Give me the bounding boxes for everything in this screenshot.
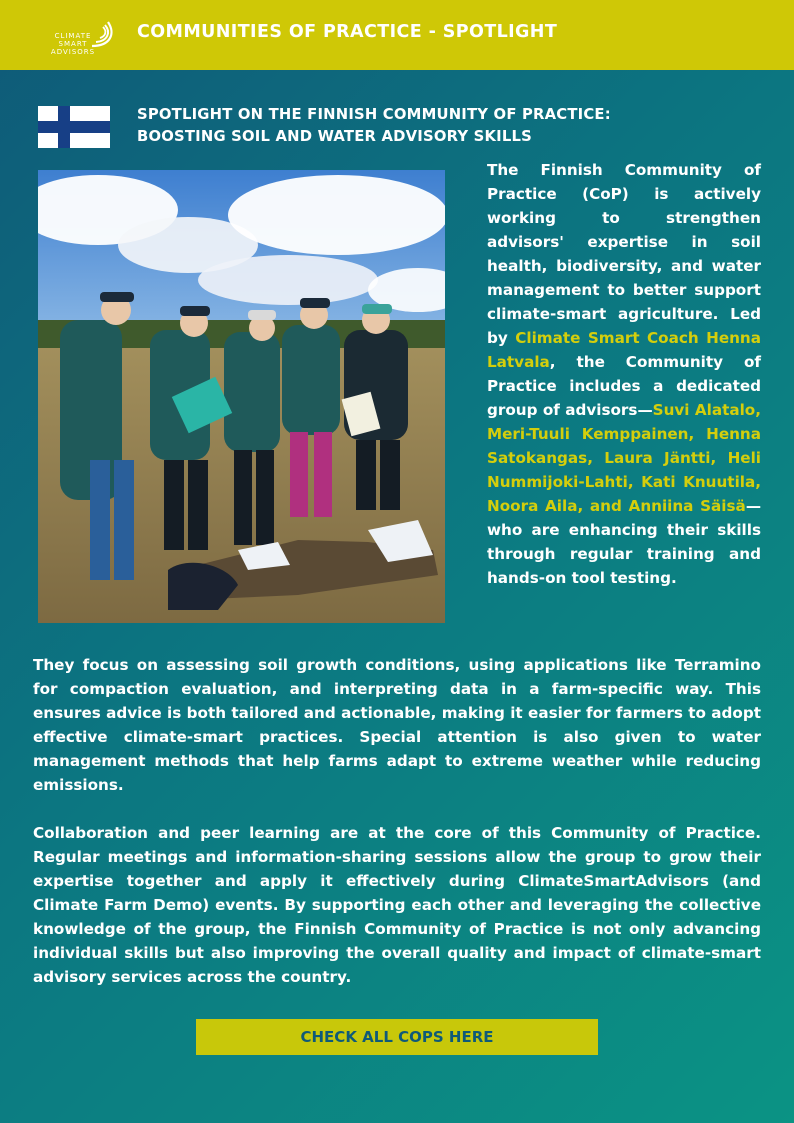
logo-text: CLIMATE SMART ADVISORS (50, 32, 96, 56)
group-photo (38, 170, 445, 623)
headline-line-2: BOOSTING SOIL AND WATER ADVISORY SKILLS (137, 128, 532, 145)
logo-swirl-icon (88, 16, 118, 54)
paragraph-collaboration: Collaboration and peer learning are at the core of this Community of Practice. Regular meetings and information-sharing sessions allow the group to grow their expertise together and apply it effectively during ClimateSmartAdvisors (and Climate Farm Demo) events. By supporting each other and leveraging the collective knowledge of the group, the Finnish Community of Practice is not only advancing individual skills but also improving the overall quality and impact of climate-smart advisory services across the country. (33, 824, 761, 986)
coach-name-highlight: Climate Smart Coach Henna Latvala (487, 329, 761, 371)
check-all-cops-button[interactable]: CHECK ALL COPS HERE (196, 1019, 598, 1055)
page-header (0, 0, 794, 70)
header-title: COMMUNITIES OF PRACTICE - SPOTLIGHT (137, 22, 558, 42)
advisor-names-highlight: Suvi Alatalo, Meri-Tuuli Kemppainen, Henna Satokangas, Laura Jäntti, Heli Nummijoki-Lahti, Kati Knuutila, Noora Aila, and Anniina Säisä (487, 401, 761, 515)
field-photo-illustration (38, 170, 445, 623)
intro-text: The Finnish Community of Practice (CoP) is actively working to strengthen advisors' expertise in soil health, biodiversity, and water management to better support climate-smart agriculture. Led by Climate Smart Coach Henna Latvala, the Community of Practice includes a dedicated group of advisors—Suvi Alatalo, Meri-Tuuli Kemppainen, Henna Satokangas, Laura Jäntti, Heli Nummijoki-Lahti, Kati Knuutila, Noora Aila, and Anniina Säisä—who are enhancing their skills through regular training and hands-on tool testing. (487, 161, 761, 587)
spotlight-headline (137, 104, 697, 148)
paragraph-soil-focus: They focus on assessing soil growth conditions, using applications like Terramino for compaction evaluation, and interpreting data in a farm-specific way. This ensures advice is both tailored and actionable, making it easier for farmers to adopt effective climate-smart practices. Special attention is also given to water management methods that help farms adapt to extreme weather while reducing emissions. (33, 656, 761, 794)
climate-smart-advisors-logo[interactable] (40, 14, 120, 58)
headline-line-1: SPOTLIGHT ON THE FINNISH COMMUNITY OF PRACTICE: (137, 106, 611, 123)
finland-flag-icon (38, 106, 110, 148)
